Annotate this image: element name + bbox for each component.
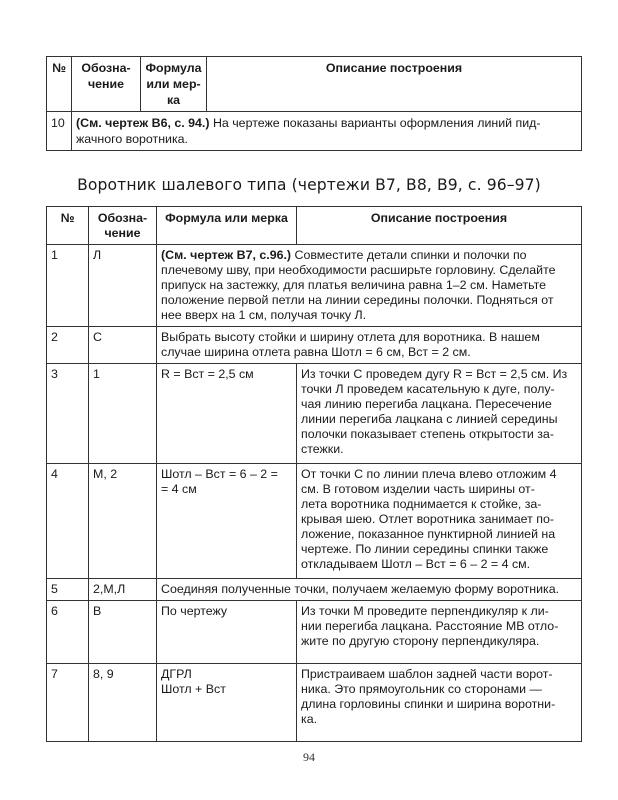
table-row	[47, 364, 582, 464]
description-text: На чертеже показаны варианты оформления линий пид- жачного воротника.	[76, 116, 541, 146]
header-designation: Обозна- чение	[72, 57, 141, 112]
table-row	[47, 464, 582, 579]
row-designation: Л	[89, 245, 157, 327]
table-continuation	[46, 56, 582, 151]
table-row	[47, 327, 582, 364]
row-number: 2	[47, 327, 89, 364]
row-designation: 1	[89, 364, 157, 464]
row-designation: 2,М,Л	[89, 579, 157, 601]
table-row	[47, 601, 582, 664]
table-header-row	[47, 57, 582, 112]
table-row	[47, 245, 582, 327]
row-number: 1	[47, 245, 89, 327]
row-number: 5	[47, 579, 89, 601]
row-designation: С	[89, 327, 157, 364]
row-description: Пристраиваем шаблон задней части ворот- ника. Это прямоугольник со сторонами — длина горловины спинки и ширина воротни- ка.	[297, 664, 582, 742]
header-formula: Формула или мер- ка	[141, 57, 207, 112]
row-formula: По чертежу	[157, 601, 297, 664]
row-description: Выбрать высоту стойки и ширину отлета для воротника. В нашем случае ширина отлета равна Шотл = 6 см, Вст = 2 см.	[157, 327, 582, 364]
row-designation: М, 2	[89, 464, 157, 579]
drawing-reference: (См. чертеж В6, с. 94.)	[76, 116, 210, 130]
table-row	[47, 664, 582, 742]
description-text: Совместите детали спинки и полочки по плечевому шву, при необходимости расширьте горловину. Сделайте припуск на застежку, для платья величина равна 1–2 см. Наметьте положение первой петли на линии середины полочки. Подняться от нее вверх на 1 см, получая точку Л.	[161, 248, 556, 322]
header-description: Описание построения	[297, 207, 582, 245]
row-description: Из точки М проведите перпендикуляр к ли- нии перегиба лацкана. Расстояние МВ отло- жите по другую сторону перпендикуляра.	[297, 601, 582, 664]
header-formula: Формула или мерка	[157, 207, 297, 245]
header-designation: Обозна- чение	[89, 207, 157, 245]
table-header-row	[47, 207, 582, 245]
shawl-collar-table	[46, 206, 582, 742]
header-number: №	[47, 207, 89, 245]
page-number: 94	[303, 750, 315, 764]
header-description: Описание построения	[207, 57, 582, 112]
row-number: 6	[47, 601, 89, 664]
section-title: Воротник шалевого типа (чертежи В7, В8, В9, с. 96–97)	[77, 176, 541, 194]
row-formula: R = Вст = 2,5 см	[157, 364, 297, 464]
row-description	[157, 245, 582, 327]
row-description: Соединяя полученные точки, получаем желаемую форму воротника.	[157, 579, 582, 601]
row-formula: Шотл – Вст = 6 – 2 = = 4 см	[157, 464, 297, 579]
row-number: 3	[47, 364, 89, 464]
drawing-reference: (См. чертеж В7, с.96.)	[161, 248, 292, 262]
table-row	[47, 112, 582, 151]
row-description	[72, 112, 582, 151]
row-number: 7	[47, 664, 89, 742]
row-designation: В	[89, 601, 157, 664]
row-number: 10	[47, 112, 72, 151]
row-designation: 8, 9	[89, 664, 157, 742]
row-number: 4	[47, 464, 89, 579]
row-formula: ДГРЛ Шотл + Вст	[157, 664, 297, 742]
header-number: №	[47, 57, 72, 112]
row-description: От точки С по линии плеча влево отложим 4 см. В готовом изделии часть ширины от- лета воротника поднимается к стойке, за- крывая шею. Отлет воротника занимает по- ложение, показанное пунктирной линией на чертеже. По линии середины спинки также откладываем Шотл – Вст = 6 – 2 = 4 см.	[297, 464, 582, 579]
row-description: Из точки С проведем дугу R = Вст = 2,5 см. Из точки Л проведем касательную к дуге, полу- чая линию перегиба лацкана. Пересечение линии перегиба лацкана с линией середины полочки показывает степень открытости за- стежки.	[297, 364, 582, 464]
table-row	[47, 579, 582, 601]
